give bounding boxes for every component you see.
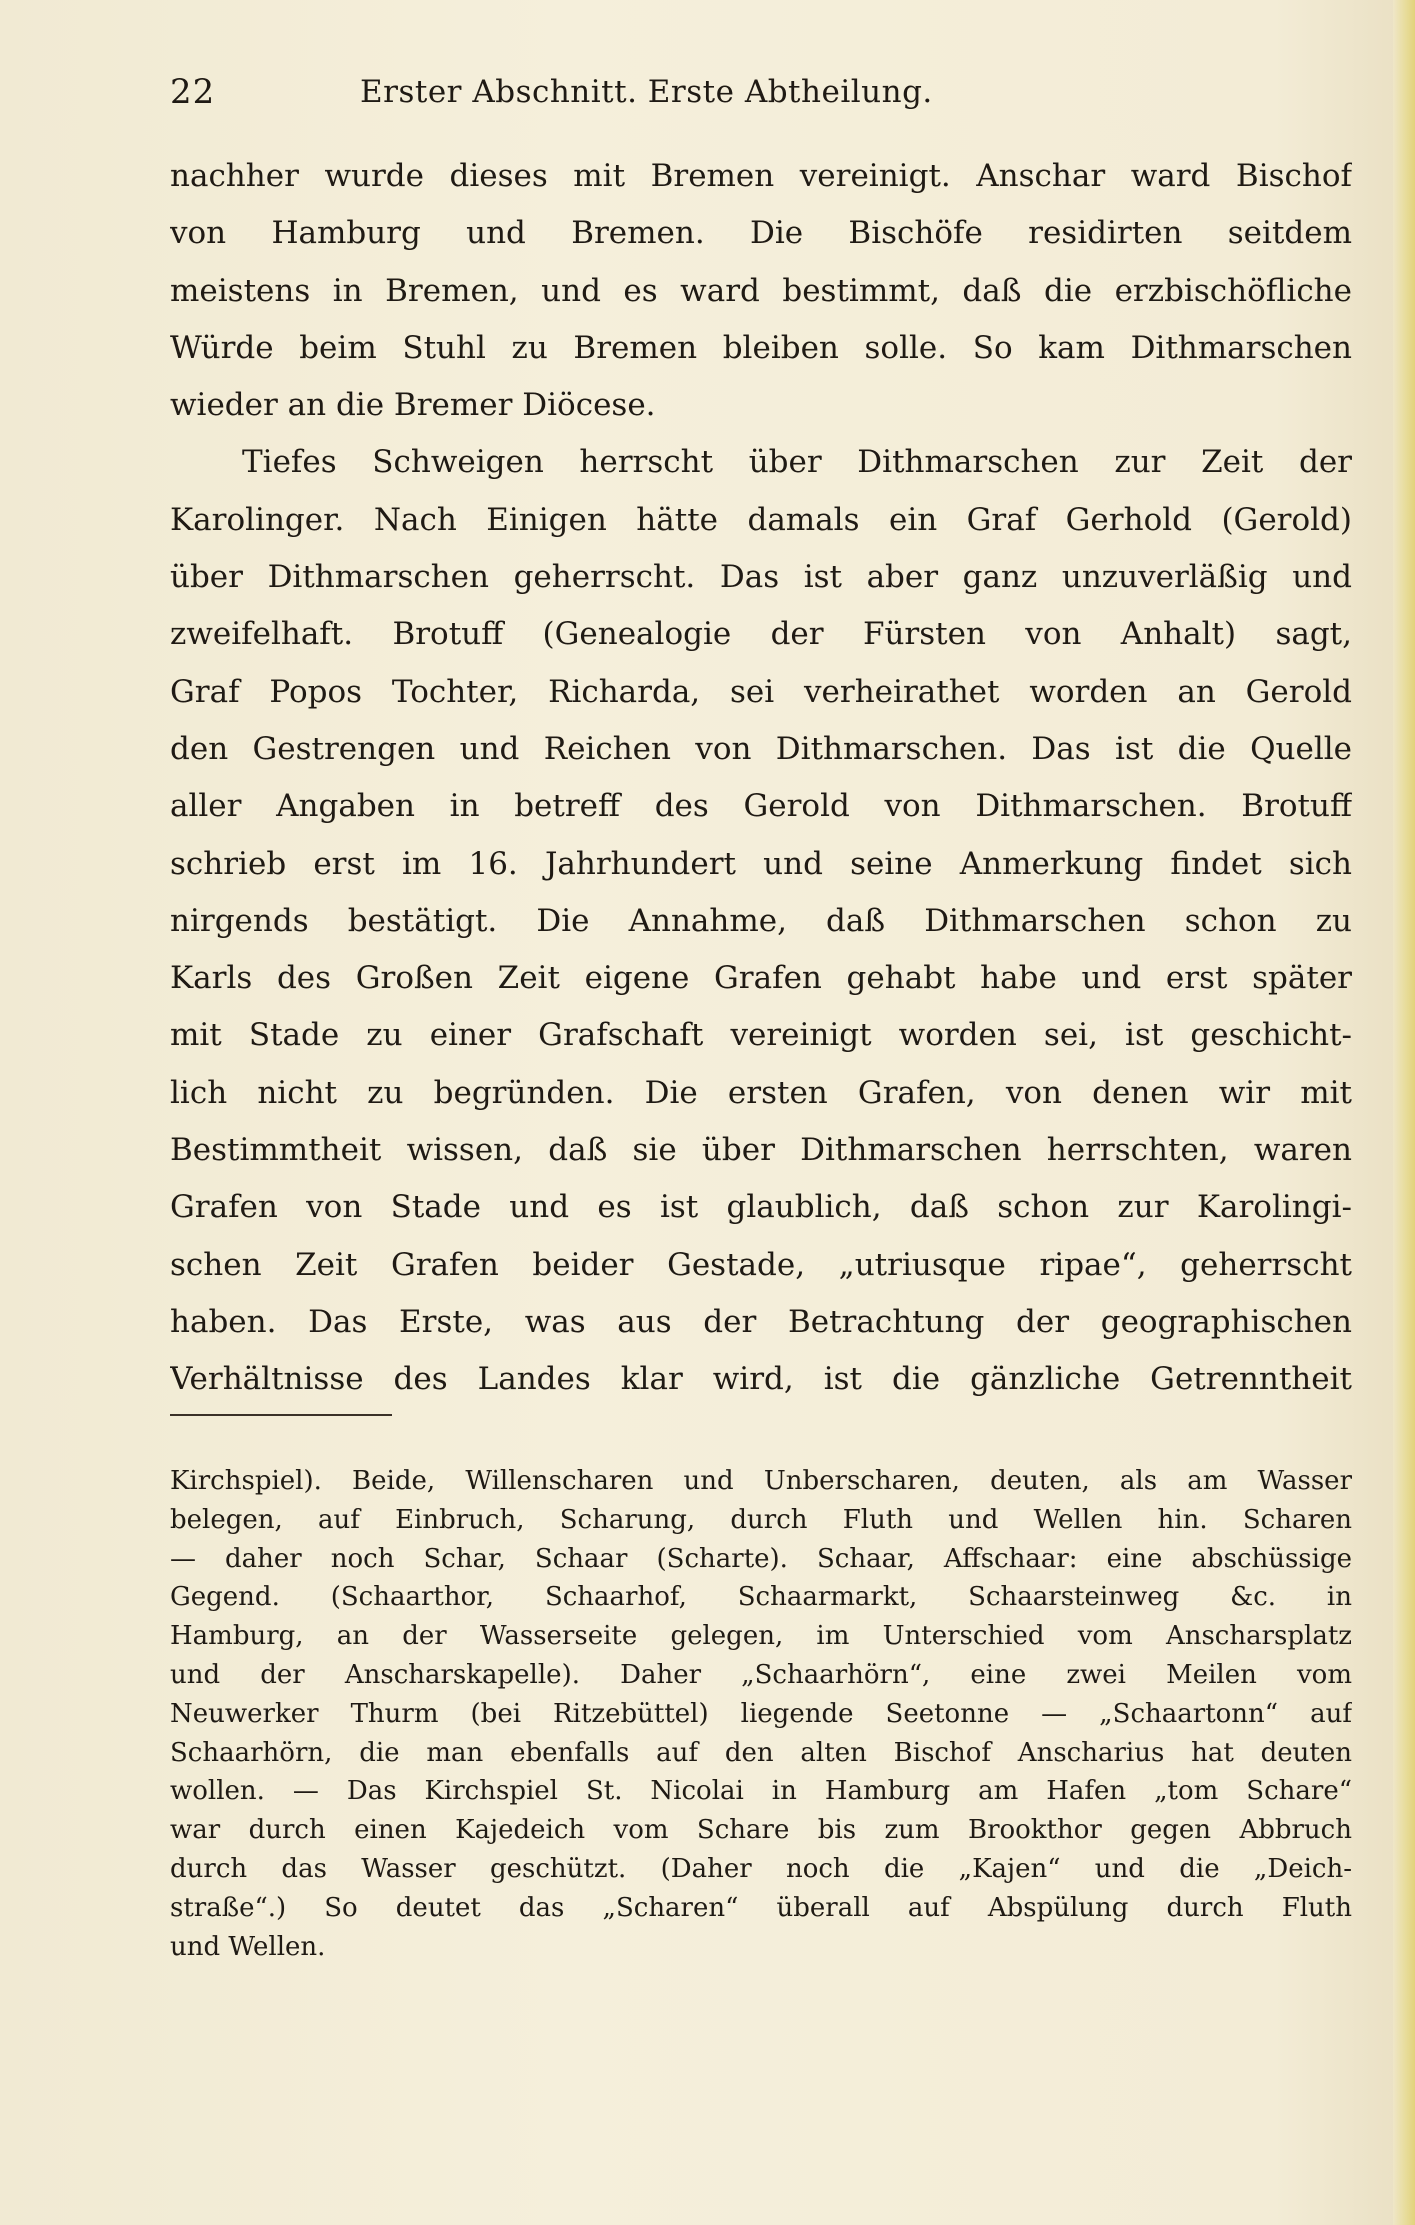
footnote-line: und der Anscharskapelle). Daher „Schaarhörn“, eine zwei Meilen vom	[170, 1659, 1352, 1690]
text-line: meistens in Bremen, und es ward bestimmt, daß die erzbischöfliche	[170, 272, 1352, 309]
footnote-line: war durch einen Kajedeich vom Schare bis zum Brookthor gegen Abbruch	[170, 1815, 1352, 1846]
text-line: Verhältnisse des Landes klar wird, ist die gänzliche Getrenntheit	[170, 1361, 1352, 1398]
text-line: schen Zeit Grafen beider Gestade, „utriusque ripae“, geherrscht	[170, 1246, 1352, 1283]
text-line: nirgends bestätigt. Die Annahme, daß Dithmarschen schon zu	[170, 902, 1352, 939]
footnote-line: — daher noch Schar, Schaar (Scharte). Schaar, Affschaar: eine abschüssige	[170, 1543, 1352, 1574]
text-line: den Gestrengen und Reichen von Dithmarschen. Das ist die Quelle	[170, 730, 1352, 767]
text-line: Karolinger. Nach Einigen hätte damals ein Graf Gerhold (Gerold)	[170, 501, 1352, 538]
text-line: Karls des Großen Zeit eigene Grafen gehabt habe und erst später	[170, 960, 1352, 997]
footnote-divider	[170, 1414, 392, 1416]
text-line: über Dithmarschen geherrscht. Das ist aber ganz unzuverläßig und	[170, 559, 1352, 596]
footnote-line: Gegend. (Schaarthor, Schaarhof, Schaarmarkt, Schaarsteinweg &c. in	[170, 1582, 1352, 1613]
footnote-line: Kirchspiel). Beide, Willenscharen und Unberscharen, deuten, als am Wasser	[170, 1466, 1352, 1496]
paragraph-1	[170, 148, 1352, 434]
running-head: Erster Abschnitt. Erste Abtheilung.	[360, 74, 933, 110]
page-header	[170, 72, 1280, 122]
paragraph-2	[170, 434, 1352, 1408]
text-line: aller Angaben in betreff des Gerold von Dithmarschen. Brotuff	[170, 788, 1352, 825]
text-line: schrieb erst im 16. Jahrhundert und seine Anmerkung findet sich	[170, 845, 1352, 882]
text-line: haben. Das Erste, was aus der Betrachtung der geographischen	[170, 1303, 1352, 1340]
footnote-line: wollen. — Das Kirchspiel St. Nicolai in Hamburg am Hafen „tom Schare“	[170, 1776, 1352, 1807]
footnote-line: straße“.) So deutet das „Scharen“ überall auf Abspülung durch Fluth	[170, 1892, 1352, 1923]
text-line: Graf Popos Tochter, Richarda, sei verheirathet worden an Gerold	[170, 673, 1352, 710]
page-number: 22	[170, 72, 216, 112]
footnote-line: Schaarhörn, die man ebenfalls auf den alten Bischof Anscharius hat deuten	[170, 1737, 1352, 1768]
footnote-line: Neuwerker Thurm (bei Ritzebüttel) liegende Seetonne — „Schaartonn“ auf	[170, 1698, 1352, 1729]
footnote-line: belegen, auf Einbruch, Scharung, durch Fluth und Wellen hin. Scharen	[170, 1504, 1352, 1535]
text-line: Bestimmtheit wissen, daß sie über Dithmarschen herrschten, waren	[170, 1132, 1352, 1169]
text-line: lich nicht zu begründen. Die ersten Grafen, von denen wir mit	[170, 1074, 1352, 1111]
text-line: Tiefes Schweigen herrscht über Dithmarschen zur Zeit der	[242, 444, 1352, 481]
main-text	[170, 148, 1352, 1409]
text-line: wieder an die Bremer Diöcese.	[170, 387, 656, 424]
footnote-line: Hamburg, an der Wasserseite gelegen, im Unterschied vom Anscharsplatz	[170, 1621, 1352, 1652]
footnote-line: durch das Wasser geschützt. (Daher noch die „Kajen“ und die „Deich-	[170, 1853, 1352, 1884]
text-line: von Hamburg und Bremen. Die Bischöfe residirten seitdem	[170, 215, 1352, 252]
text-line: zweifelhaft. Brotuff (Genealogie der Fürsten von Anhalt) sagt,	[170, 616, 1352, 653]
footnote-line: und Wellen.	[170, 1931, 326, 1962]
footnote	[170, 1462, 1352, 1966]
text-line: nachher wurde dieses mit Bremen vereinigt. Anschar ward Bischof	[170, 158, 1352, 194]
text-line: mit Stade zu einer Grafschaft vereinigt worden sei, ist geschicht-	[170, 1017, 1352, 1054]
page-edge	[1393, 0, 1415, 2225]
text-line: Würde beim Stuhl zu Bremen bleiben solle. So kam Dithmarschen	[170, 329, 1352, 366]
text-line: Grafen von Stade und es ist glaublich, daß schon zur Karolingi-	[170, 1189, 1352, 1226]
